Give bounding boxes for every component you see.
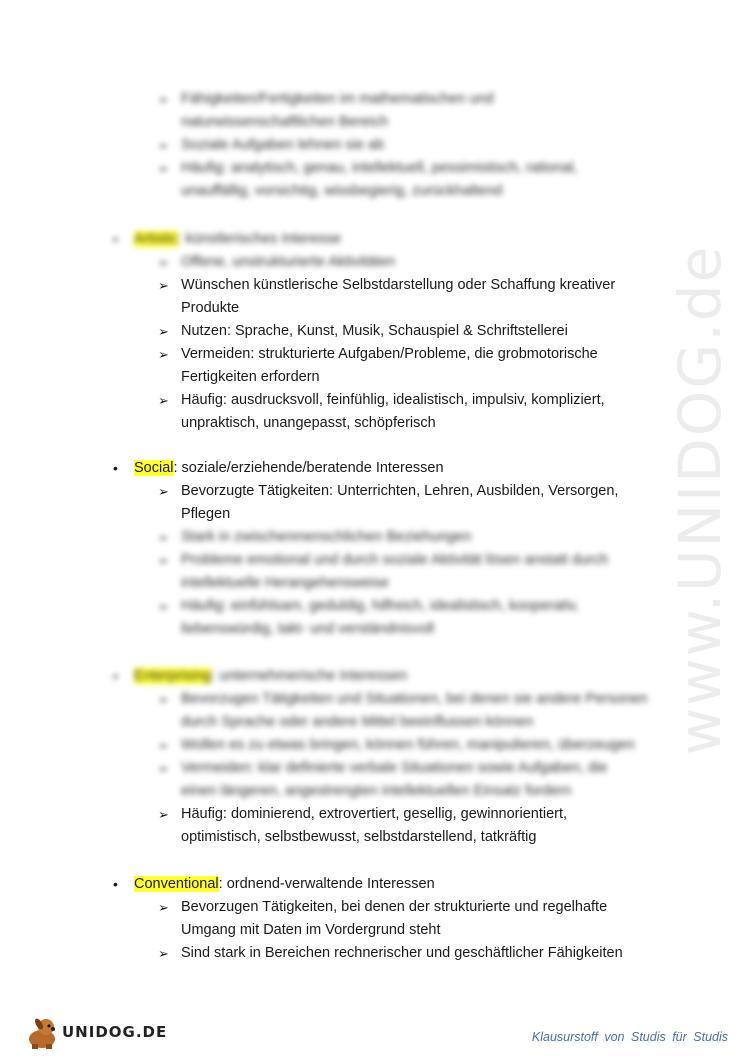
sub-item-line: Sind stark in Bereichen rechnerischer und geschäftlicher Fähigkeiten [181, 945, 623, 961]
arrow-bullet-icon: ➢ [158, 347, 169, 362]
category-description: : unternehmerische Interessen [211, 668, 408, 684]
arrow-bullet-icon: ➢ [158, 161, 169, 176]
sub-item-line: Bevorzugen Tätigkeiten und Situationen, bei denen sie andere Personen [181, 691, 648, 707]
arrow-bullet-icon: ➢ [158, 530, 169, 545]
sub-item-line: Vermeiden: klar definierte verbale Situationen sowie Aufgaben, die [181, 760, 608, 776]
category-heading [134, 873, 435, 896]
arrow-bullet-icon: ➢ [158, 255, 169, 270]
sub-item-line: Wollen es zu etwas bringen, können führen, manipulieren, überzeugen [181, 737, 635, 753]
arrow-bullet-icon: ➢ [158, 946, 169, 961]
arrow-bullet-icon: ➢ [158, 138, 169, 153]
category-description: : soziale/erziehende/beratende Interessen [173, 460, 444, 476]
brand-name: UNIDOG.DE [62, 1023, 168, 1041]
arrow-bullet-icon: ➢ [158, 807, 169, 822]
arrow-bullet-icon: ➢ [158, 553, 169, 568]
category-keyword: Enterprising [134, 668, 212, 684]
sub-item-line: Soziale Aufgaben lehnen sie ab [181, 137, 385, 153]
category-keyword: Conventional [134, 876, 219, 892]
sub-item-line: Umgang mit Daten im Vordergrund steht [181, 922, 441, 938]
sub-item-line: Häufig: analytisch, genau, intellektuell, pessimistisch, rational, [181, 160, 578, 176]
category-heading [134, 228, 341, 251]
sub-item-line: unpraktisch, unangepasst, schöpferisch [181, 415, 436, 431]
sub-item-line: Pflegen [181, 506, 231, 522]
category-keyword: Artistic [134, 231, 178, 247]
sub-item-line: Bevorzugte Tätigkeiten: Unterrichten, Lehren, Ausbilden, Versorgen, [181, 483, 619, 499]
sub-item-line: Häufig: ausdrucksvoll, feinfühlig, idealistisch, impulsiv, kompliziert, [181, 392, 605, 408]
sub-item-line: durch Sprache oder andere Mittel beeinflussen können [181, 714, 534, 730]
arrow-bullet-icon: ➢ [158, 324, 169, 339]
sub-item-line: Häufig: dominierend, extrovertiert, gesellig, gewinnorientiert, [181, 806, 568, 822]
arrow-bullet-icon: ➢ [158, 92, 169, 107]
sub-item-line: Stark in zwischenmenschlichen Beziehungen [181, 529, 472, 545]
arrow-bullet-icon: ➢ [158, 738, 169, 753]
watermark: www.UNIDOG.de [666, 244, 734, 756]
arrow-bullet-icon: ➢ [158, 761, 169, 776]
sub-item-line: Produkte [181, 300, 240, 316]
sub-item-line: Offene, unstrukturierte Aktivitäten [181, 254, 396, 270]
sub-item-line: intellektuelle Herangehensweise [181, 575, 389, 591]
sub-item-line: Nutzen: Sprache, Kunst, Musik, Schauspiel & Schriftstellerei [181, 323, 568, 339]
bullet-dot: • [113, 668, 118, 684]
category-keyword: Social [134, 460, 174, 476]
arrow-bullet-icon: ➢ [158, 900, 169, 915]
sub-item-line: Wünschen künstlerische Selbstdarstellung oder Schaffung kreativer [181, 277, 616, 293]
bullet-dot: • [113, 460, 118, 476]
arrow-bullet-icon: ➢ [158, 484, 169, 499]
category-heading [134, 457, 444, 480]
bullet-dot: • [113, 876, 118, 892]
footer-tagline: Klausurstoff von Studis für Studis [531, 1030, 728, 1044]
arrow-bullet-icon: ➢ [158, 599, 169, 614]
sub-item-line: liebenswürdig, takt- und verständnisvoll [181, 621, 435, 637]
sub-item-line: Fertigkeiten erfordern [181, 369, 320, 385]
category-heading [134, 665, 407, 688]
arrow-bullet-icon: ➢ [158, 393, 169, 408]
category-description: : ordnend-verwaltende Interessen [218, 876, 435, 892]
unidog-logo [22, 1015, 168, 1051]
arrow-bullet-icon: ➢ [158, 278, 169, 293]
sub-item-line: unauffällig, vorsichtig, wissbegierig, zurückhaltend [181, 183, 503, 199]
category-description: : künstlerisches Interesse [177, 231, 342, 247]
sub-item-line: Häufig: einfühlsam, geduldig, hilfreich, idealistisch, kooperativ, [181, 598, 579, 614]
sub-item-line: Vermeiden: strukturierte Aufgaben/Probleme, die grobmotorische [181, 346, 598, 362]
bullet-dot: • [113, 231, 118, 247]
sub-item-line: Bevorzugen Tätigkeiten, bei denen der strukturierte und regelhafte [181, 899, 608, 915]
sub-item-line: Probleme emotional und durch soziale Aktivität lösen anstatt durch [181, 552, 609, 568]
sub-item-line: naturwissenschaftlichen Bereich [181, 114, 389, 130]
dog-mascot-icon [22, 1015, 62, 1051]
sub-item-line: Fähigkeiten/Fertigkeiten im mathematischen und [181, 91, 494, 107]
sub-item-line: optimistisch, selbstbewusst, selbstdarstellend, tatkräftig [181, 829, 537, 845]
arrow-bullet-icon: ➢ [158, 692, 169, 707]
sub-item-line: einen längeren, angestrengten intellektuellen Einsatz fordern [181, 783, 572, 799]
